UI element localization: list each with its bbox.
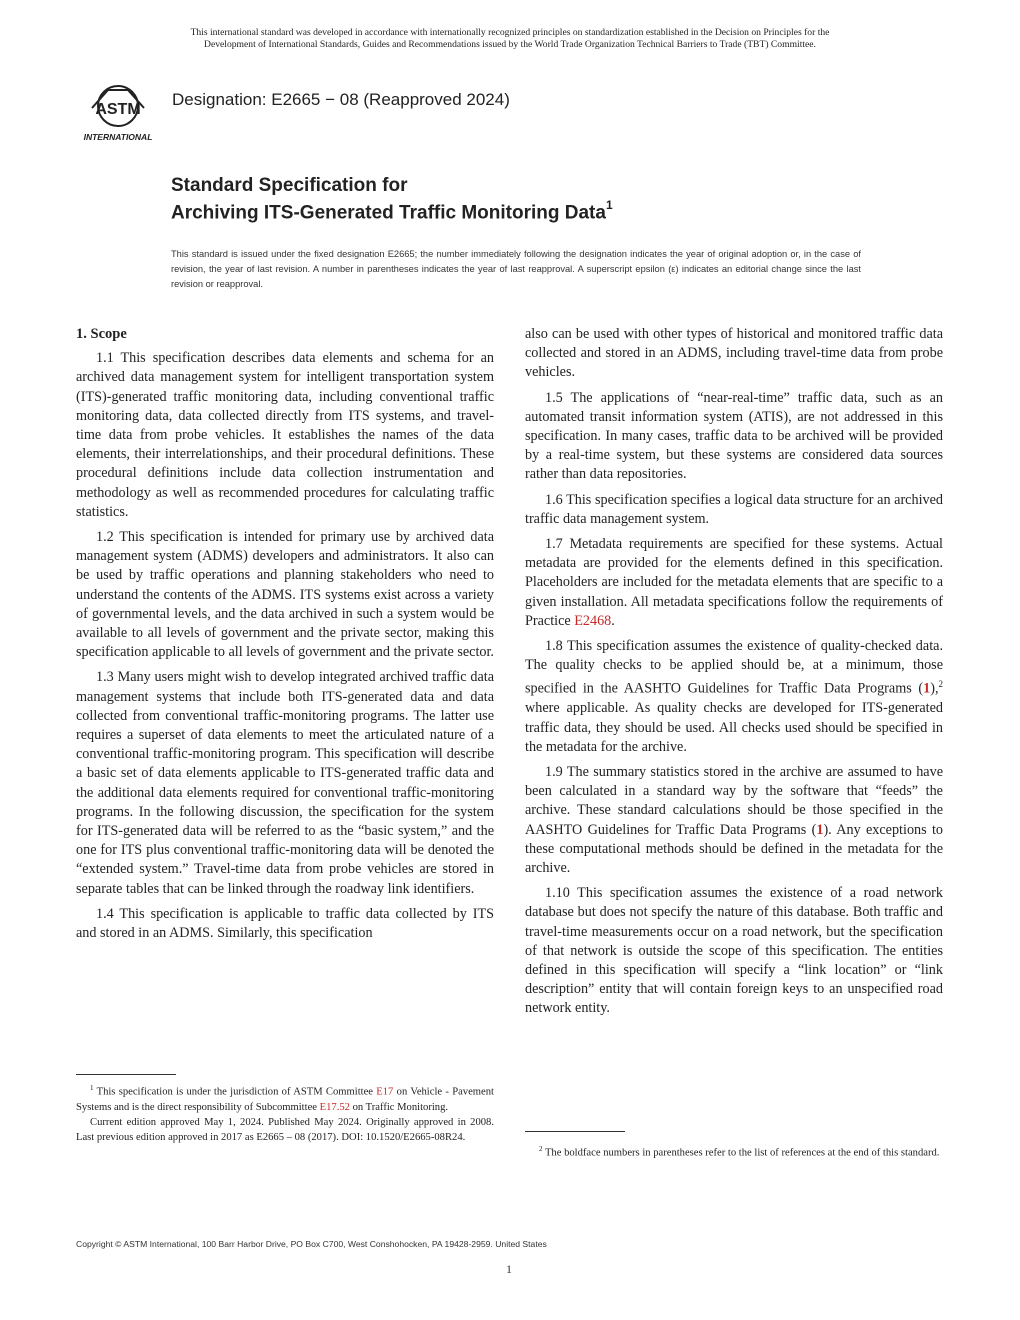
footnote-2	[525, 1142, 943, 1161]
title-text: Archiving ITS-Generated Traffic Monitoring Data	[171, 202, 606, 224]
paragraph-1-4-continued: also can be used with other types of historical and monitored traffic data collected and stored in an ADMS, including travel-time data from probe vehicles.	[525, 326, 943, 381]
left-column	[76, 325, 494, 949]
edition-note: Current edition approved May 1, 2024. Published May 2024. Originally approved in 2008. Last previous edition approved in 2017 as E2665 – 08 (2017). DOI: 10.1520/E2665-08R24.	[76, 1116, 494, 1143]
committee-e17-link[interactable]: E17	[376, 1086, 394, 1098]
paragraph-1-7-text: 1.7 Metadata requirements are specified for these systems. Actual metadata are provided for the elements defined in this specification. Placeholders are included for the metadata elements that are specific to a given installation. All metadata specifications follow the requirements of Practice	[525, 536, 943, 629]
copyright-notice: Copyright © ASTM International, 100 Barr Harbor Drive, PO Box C700, West Conshohocken, PA 19428-2959. United States	[76, 1239, 547, 1249]
title-line-1: Standard Specification for	[171, 175, 408, 196]
reference-1-link[interactable]: 1	[816, 821, 824, 838]
footnote-2-text	[525, 1142, 943, 1161]
footnote-1	[76, 1081, 494, 1145]
paragraph-1-8	[525, 637, 943, 757]
footnote-2-mark: 2	[938, 679, 943, 690]
footnote-1-text	[76, 1081, 494, 1115]
paragraph-1-3: 1.3 Many users might wish to develop integrated archived traffic data management systems that include both ITS-generated data and data collected from conventional traffic-monitoring programs. The latter use requires a superset of data elements to meet the articulated nature of a conventional traffic-monitoring program. This specification will describe a basic set of data elements applicable to ITS-generated traffic data and the additional data elements required for conventional traffic-monitoring programs. In the following discussion, the specification for the system for ITS-generated data will be referred to as the “basic system,” and the one for ITS plus conventional traffic-monitoring data will be denoted the “extended system.” Travel-time data from probe vehicles are stored in separate tables that can be linked through the roadway link identifiers.	[76, 669, 494, 897]
section-heading: 1. Scope	[76, 326, 127, 342]
notice-line-2: Development of International Standards, Guides and Recommendations issued by the World Trade Organization Technical Barriers to Trade (TBT) Committee.	[204, 39, 816, 50]
paragraph-1-8-end: where applicable. As quality checks are developed for ITS-generated traffic data, they should be used. All checks used should be specified in the metadata for the archive.	[525, 700, 943, 755]
subcommittee-e17-52-link[interactable]: E17.52	[319, 1101, 350, 1113]
paragraph-1-7-end: .	[611, 612, 615, 629]
footnote-2-mark: 2	[539, 1145, 543, 1153]
reference-1-link[interactable]: 1	[923, 681, 931, 698]
title-line-2	[171, 200, 613, 224]
paragraph-1-9-text: 1.9 The summary statistics stored in the archive are assumed to have been calculated in a standard way by the software that “feeds” the archive. These standard calculations should be those specified in the AASHTO Guidelines for Traffic Data Programs (	[525, 764, 943, 838]
footnote-1-part-b: on Vehicle - Pavement Systems and is the direct responsibility of Subcommittee	[76, 1086, 494, 1113]
logo-mark-text: ASTM	[95, 101, 141, 118]
notice-line-1: This international standard was developed in accordance with internationally recognized principles on standardization established in the Decision on Principles for the	[190, 27, 830, 38]
footnote-2-body: The boldface numbers in parentheses refer to the list of references at the end of this standard.	[542, 1147, 940, 1159]
paragraph-1-9	[525, 763, 943, 878]
paragraph-1-8-mid: ),	[930, 681, 939, 698]
standards-notice	[60, 27, 960, 51]
paragraph-1-5: 1.5 The applications of “near-real-time” traffic data, such as an automated transit information system (ATIS), are not addressed in this specification. In many cases, traffic data to be archived will be provided by a real-time system, but these systems are considered data sources rather than data repositories.	[525, 389, 943, 483]
right-column	[525, 325, 943, 1025]
paragraph-1-6: 1.6 This specification specifies a logical data structure for an archived traffic data management system.	[525, 491, 943, 527]
paragraph-1-1: 1.1 This specification describes data elements and schema for an archived data management system for intelligent transportation system (ITS)-generated traffic monitoring data, including conventional traffic monitoring data, data collected directly from ITS systems, and travel-time data from probe vehicles. It establishes the names of the data elements, their interrelationships, and their procedural definitions. These procedural definitions include data collection instrumentation and methodology as well as recommended procedures for calculating traffic statistics.	[76, 350, 494, 520]
paragraph-1-4: 1.4 This specification is applicable to traffic data collected by ITS and stored in an ADMS. Similarly, this specification	[76, 905, 494, 942]
footnote-divider	[76, 1074, 176, 1075]
footnote-1-part-c: on Traffic Monitoring.	[349, 1101, 449, 1113]
title-footnote-mark: 1	[605, 198, 613, 212]
paragraph-1-2: 1.2 This specification is intended for primary use by archived data management system (ADMS) developers and administrators. It also can be used by traffic operations and planning stakeholders who need to understand the contents of the ADMS. ITS systems exist across a variety of governmental levels, and the data archived in such a system would be available to all levels of government and the private sector, making this specification applicable to all levels of government and the private sector.	[76, 529, 494, 661]
footnote-1-mark: 1	[90, 1084, 94, 1092]
paragraph-1-7	[525, 535, 943, 631]
issued-note: This standard is issued under the fixed designation E2665; the number immediately following the designation indicates the year of original adoption or, in the case of revision, the year of last revision. A number in parentheses indicates the year of last reapproval. A superscript epsilon (ε) indicates an editorial change since the last revision or reapproval.	[171, 249, 861, 289]
paragraph-1-10: 1.10 This specification assumes the existence of a road network database but does not specify the nature of this database. Both traffic and travel-time measurements occur on a road network, but the specification of that network is outside the scope of this specification. The entities defined in this specification will specify a “link location” or “link description” entity that will contain foreign keys to an unspecified road network entity.	[525, 885, 943, 1017]
paragraph-1-8-text: 1.8 This specification assumes the existence of quality-checked data. The quality checks to be applied should be, at a minimum, those specified in the AASHTO Guidelines for Traffic Data Programs (	[525, 638, 943, 698]
paragraph-1-9-end: ). Any exceptions to these computational methods should be defined in the metadata for the archive.	[525, 821, 943, 877]
astm-logo	[78, 78, 158, 144]
logo-subtext: INTERNATIONAL	[83, 132, 153, 142]
designation: Designation: E2665 − 08 (Reapproved 2024)	[172, 90, 510, 109]
footnote-1-part-a: This specification is under the jurisdiction of ASTM Committee	[93, 1086, 377, 1098]
page-number: 1	[506, 1262, 512, 1276]
practice-e2468-link[interactable]: E2468	[574, 612, 612, 629]
footnote-divider	[525, 1131, 625, 1132]
